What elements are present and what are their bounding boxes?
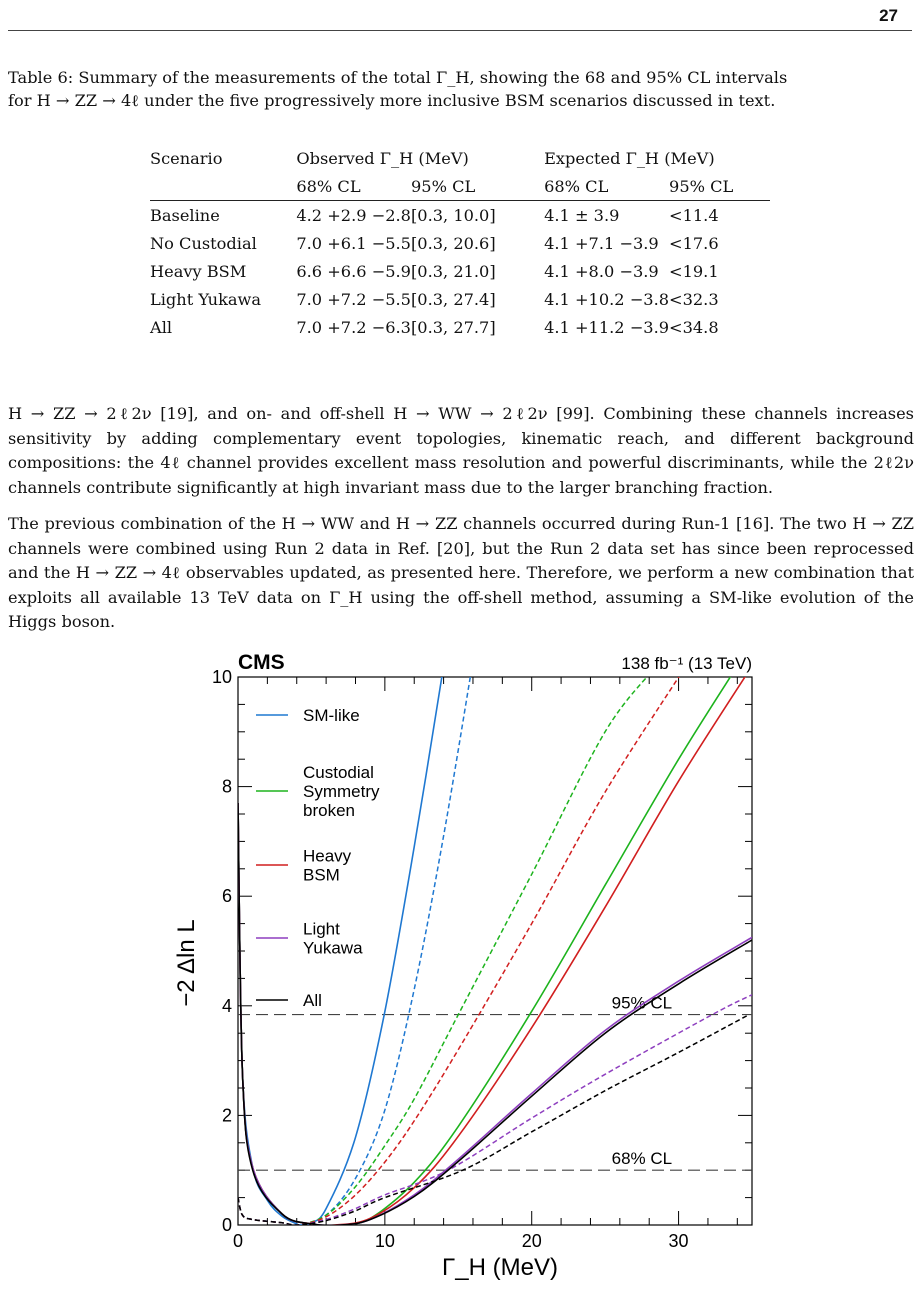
caption-line-1: Table 6: Summary of the measurements of the total Γ_H, showing the 68 and 95% CL intervals: [8, 68, 788, 87]
cell-exp-95: <32.3: [669, 289, 719, 309]
cell-obs-95: [0.3, 27.7]: [410, 317, 496, 337]
y-tick-label: 2: [221, 1105, 232, 1126]
cell-exp-95: <11.4: [669, 205, 719, 225]
paragraph-2: The previous combination of the H → WW and H → ZZ channels occurred during Run-1 [16]. The two H → ZZ channels were combined using Run 2 data in Ref. [20], but the Run 2 data set has since been reprocessed and the H → ZZ → 4ℓ observables updated, as presented here. Therefore, we perform a new combination that exploits all available 13 TeV data on Γ_H using the off-shell method, assuming a SM-like evolution of the Higgs boson.: [8, 514, 914, 631]
cell-scenario: Baseline: [150, 205, 220, 225]
table-caption: [8, 66, 914, 112]
body-text: [8, 402, 914, 647]
cell-scenario: Heavy BSM: [150, 261, 247, 281]
luminosity-label: 138 fb⁻¹ (13 TeV): [621, 654, 752, 673]
header-observed: Observed Γ_H (MeV): [296, 148, 469, 168]
header-scenario: Scenario: [150, 148, 223, 168]
header-expected: Expected Γ_H (MeV): [544, 148, 715, 168]
header-rule: [8, 30, 912, 31]
header-exp-95: 95% CL: [669, 176, 734, 196]
cell-exp-95: <17.6: [669, 233, 719, 253]
cell-obs-95: [0.3, 21.0]: [410, 261, 496, 281]
x-axis-label: Γ_H (MeV): [442, 1254, 558, 1281]
expected-curve: [238, 995, 752, 1225]
table-row: [150, 257, 770, 285]
experiment-label: CMS: [238, 651, 285, 674]
cell-exp-68: 4.1 ± 3.9: [544, 205, 620, 225]
x-tick-label: 0: [232, 1231, 244, 1251]
legend-label: Light Yukawa: [303, 919, 363, 958]
page-number: 27: [879, 6, 898, 25]
y-axis-label: −2 Δln L: [173, 919, 200, 1007]
cell-obs-95: [0.3, 27.4]: [410, 289, 496, 309]
header-exp-68: 68% CL: [544, 176, 609, 196]
x-tick-label: 20: [521, 1231, 542, 1251]
results-table: [150, 144, 770, 341]
cell-obs-68: 4.2 +2.9 −2.8: [296, 205, 411, 225]
table-row: [150, 201, 770, 229]
cell-obs-95: [0.3, 20.6]: [410, 233, 496, 253]
cell-obs-68: 6.6 +6.6 −5.9: [296, 261, 411, 281]
cell-exp-68: 4.1 +8.0 −3.9: [544, 261, 659, 281]
cell-scenario: All: [150, 317, 173, 337]
legend-label: All: [303, 991, 322, 1010]
x-tick-label: 10: [374, 1231, 395, 1251]
likelihood-figure: [160, 645, 780, 1285]
legend-label: Heavy BSM: [303, 846, 352, 885]
legend-label: SM-like: [303, 706, 360, 725]
y-tick-label: 6: [221, 886, 232, 907]
cell-exp-68: 4.1 +7.1 −3.9: [544, 233, 659, 253]
cell-scenario: No Custodial: [150, 233, 257, 253]
threshold-label: 95% CL: [611, 993, 673, 1013]
expected-curve: [238, 1015, 749, 1225]
legend-label: Custodial Symmetry broken: [303, 763, 380, 820]
caption-line-2: for H → ZZ → 4ℓ under the five progressively more inclusive BSM scenarios discussed in text.: [8, 91, 776, 110]
header-obs-68: 68% CL: [296, 176, 361, 196]
table-row: [150, 313, 770, 341]
cell-obs-68: 7.0 +7.2 −6.3: [296, 317, 411, 337]
likelihood-chart: [160, 645, 780, 1285]
y-tick-label: 8: [221, 776, 232, 797]
x-tick-label: 30: [668, 1231, 689, 1251]
threshold-label: 68% CL: [611, 1149, 673, 1169]
cell-exp-95: <19.1: [669, 261, 719, 281]
y-tick-label: 0: [221, 1215, 232, 1235]
paragraph-1: H → ZZ → 2ℓ2ν [19], and on- and off-shell H → WW → 2ℓ2ν [99]. Combining these channels increases sensitivity by adding complementary event topologies, kinematic reach, and different background compositions: the 4ℓ channel provides excellent mass resolution and powerful discriminants, while the 2ℓ2ν channels contribute significantly at high invariant mass due to the larger branching fraction.: [8, 404, 914, 497]
header-obs-95: 95% CL: [410, 176, 476, 196]
cell-obs-68: 7.0 +7.2 −5.5: [296, 289, 411, 309]
y-tick-label: 10: [211, 667, 232, 687]
table-row: [150, 229, 770, 257]
cell-scenario: Light Yukawa: [150, 289, 262, 309]
cell-exp-68: 4.1 +10.2 −3.8: [544, 289, 670, 309]
table-row: [150, 285, 770, 313]
y-tick-label: 4: [221, 995, 232, 1016]
cell-obs-68: 7.0 +6.1 −5.5: [296, 233, 411, 253]
cell-exp-68: 4.1 +11.2 −3.9: [544, 317, 670, 337]
cell-obs-95: [0.3, 10.0]: [410, 205, 496, 225]
cell-exp-95: <34.8: [669, 317, 719, 337]
